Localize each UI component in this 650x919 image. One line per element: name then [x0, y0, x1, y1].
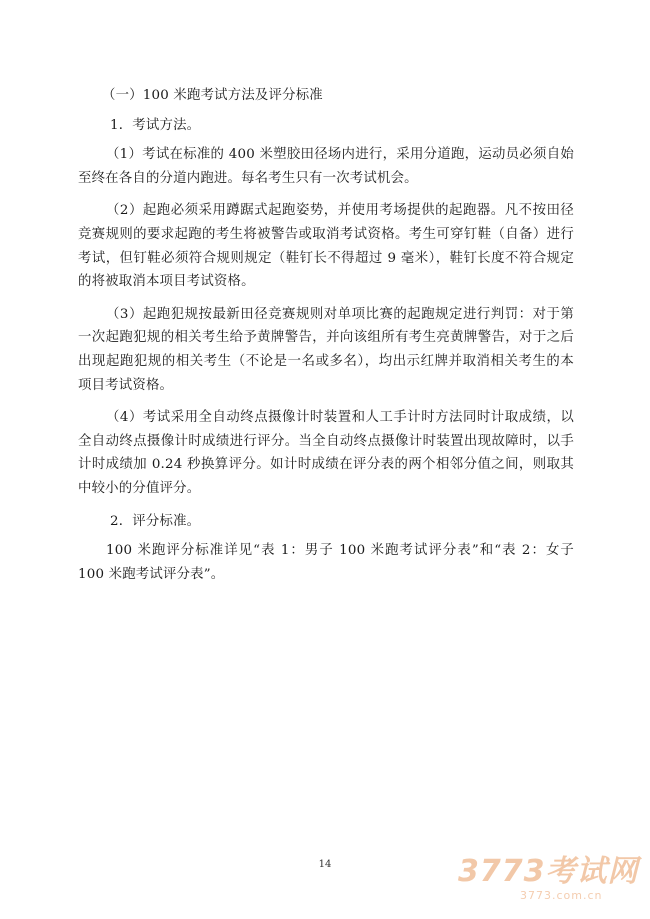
document-body — [78, 84, 574, 595]
paragraph-4: （4）考试采用全自动终点摄像计时装置和人工手计时方法同时计取成绩，以全自动终点摄像计时成绩进行评分。当全自动终点摄像计时装置出现故障时，以手计时成绩加 0.24 秒换算评分。如计时成绩在评分表的两个相邻分值之间，则取其中较小的分值评分。 — [78, 410, 574, 496]
site-watermark — [458, 854, 639, 909]
closing-paragraph: 100 米跑评分标准详见“表 1：男子 100 米跑考试评分表”和“表 2：女子 100 米跑考试评分表”。 — [78, 543, 574, 582]
paragraph-1: （1）考试在标准的 400 米塑胶田径场内进行，采用分道跑，运动员必须自始至终在各自的分道内跑进。每名考生只有一次考试机会。 — [78, 147, 574, 186]
paragraph-3: （3）起跑犯规按最新田径竞赛规则对单项比赛的起跑规定进行判罚：对于第一次起跑犯规的相关考生给予黄牌警告，并向该组所有考生亮黄牌警告，对于之后出现起跑犯规的相关考生（不论是一名或多名），均出示红牌并取消相关考生的本项目考试资格。 — [78, 306, 574, 393]
paragraph-2: （2）起跑必须采用蹲踞式起跑姿势，并使用考场提供的起跑器。凡不按田径竞赛规则的要求起跑的考生将被警告或取消考试资格。考生可穿钉鞋（自备）进行考试，但钉鞋必须符合规则规定（鞋钉长不得超过 9 毫米），鞋钉长度不符合规定的将被取消本项目考试资格。 — [78, 203, 574, 290]
watermark-logo-text: 3773考试网 — [458, 854, 639, 889]
sub-heading-exam-method: 1．考试方法。 — [110, 117, 201, 133]
watermark-url: 3773.com.cn — [520, 889, 603, 902]
page-number: 14 — [318, 859, 332, 870]
sub-heading-scoring-standard: 2．评分标准。 — [110, 513, 201, 529]
section-heading: （一）100 米跑考试方法及评分标准 — [102, 88, 323, 103]
